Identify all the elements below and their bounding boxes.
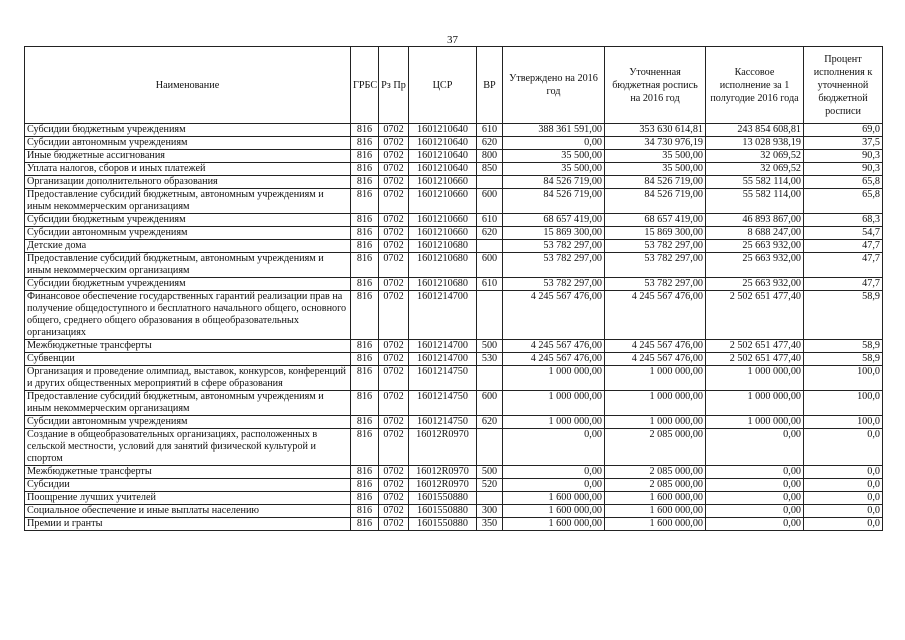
cell-refined: 1 000 000,00: [605, 391, 706, 416]
cell-csr: 1601210660: [409, 227, 477, 240]
cell-name: Поощрение лучших учителей: [25, 492, 351, 505]
cell-rzpr: 0702: [379, 340, 409, 353]
cell-vr: [477, 291, 503, 340]
cell-name: Межбюджетные трансферты: [25, 466, 351, 479]
cell-csr: 1601214700: [409, 340, 477, 353]
cell-csr: 16012R0970: [409, 429, 477, 466]
cell-csr: 1601210640: [409, 150, 477, 163]
cell-name: Субсидии бюджетным учреждениям: [25, 278, 351, 291]
cell-grbs: 816: [351, 291, 379, 340]
cell-cash: 1 000 000,00: [706, 416, 804, 429]
cell-vr: 500: [477, 466, 503, 479]
cell-grbs: 816: [351, 189, 379, 214]
cell-cash: 0,00: [706, 479, 804, 492]
table-row: [25, 240, 883, 253]
cell-vr: 600: [477, 189, 503, 214]
cell-name: Детские дома: [25, 240, 351, 253]
cell-rzpr: 0702: [379, 253, 409, 278]
cell-csr: 1601214700: [409, 353, 477, 366]
cell-cash: 0,00: [706, 429, 804, 466]
cell-refined: 1 600 000,00: [605, 505, 706, 518]
cell-vr: 520: [477, 479, 503, 492]
cell-csr: 1601214750: [409, 416, 477, 429]
table-row: [25, 518, 883, 531]
cell-refined: 1 000 000,00: [605, 366, 706, 391]
table-row: [25, 163, 883, 176]
cell-csr: 1601550880: [409, 492, 477, 505]
cell-approved: 4 245 567 476,00: [503, 291, 605, 340]
cell-rzpr: 0702: [379, 505, 409, 518]
cell-rzpr: 0702: [379, 278, 409, 291]
table-body: [25, 124, 883, 531]
cell-approved: 1 000 000,00: [503, 416, 605, 429]
cell-refined: 4 245 567 476,00: [605, 353, 706, 366]
header-rzpr: Рз Пр: [379, 47, 409, 124]
cell-percent: 68,3: [804, 214, 883, 227]
table-row: [25, 505, 883, 518]
table-row: [25, 429, 883, 466]
cell-grbs: 816: [351, 518, 379, 531]
cell-name: Финансовое обеспечение государственных гарантий реализации прав на получение общедоступного и бесплатного начального общего, основного общего, среднего общего образования в общеобразовательных организациях: [25, 291, 351, 340]
cell-approved: 388 361 591,00: [503, 124, 605, 137]
cell-rzpr: 0702: [379, 366, 409, 391]
cell-vr: [477, 240, 503, 253]
cell-grbs: 816: [351, 227, 379, 240]
cell-csr: 1601210660: [409, 189, 477, 214]
table-row: [25, 253, 883, 278]
cell-rzpr: 0702: [379, 189, 409, 214]
cell-csr: 1601214750: [409, 391, 477, 416]
cell-vr: [477, 176, 503, 189]
cell-grbs: 816: [351, 176, 379, 189]
cell-approved: 35 500,00: [503, 150, 605, 163]
cell-rzpr: 0702: [379, 429, 409, 466]
cell-rzpr: 0702: [379, 227, 409, 240]
cell-refined: 2 085 000,00: [605, 466, 706, 479]
cell-percent: 58,9: [804, 340, 883, 353]
cell-csr: 1601210680: [409, 240, 477, 253]
cell-vr: [477, 429, 503, 466]
cell-refined: 1 600 000,00: [605, 518, 706, 531]
table-header-row: [25, 47, 883, 124]
cell-vr: 800: [477, 150, 503, 163]
cell-percent: 0,0: [804, 466, 883, 479]
table-row: [25, 340, 883, 353]
table-row: [25, 416, 883, 429]
table-row: [25, 124, 883, 137]
cell-refined: 4 245 567 476,00: [605, 340, 706, 353]
table-row: [25, 291, 883, 340]
cell-rzpr: 0702: [379, 291, 409, 340]
cell-refined: 4 245 567 476,00: [605, 291, 706, 340]
cell-grbs: 816: [351, 479, 379, 492]
cell-percent: 0,0: [804, 429, 883, 466]
cell-percent: 47,7: [804, 253, 883, 278]
header-approved: Утверждено на 2016 год: [503, 47, 605, 124]
cell-approved: 53 782 297,00: [503, 240, 605, 253]
cell-refined: 35 500,00: [605, 163, 706, 176]
cell-cash: 2 502 651 477,40: [706, 291, 804, 340]
cell-percent: 100,0: [804, 416, 883, 429]
cell-grbs: 816: [351, 214, 379, 227]
cell-cash: 0,00: [706, 518, 804, 531]
table-row: [25, 278, 883, 291]
cell-percent: 90,3: [804, 163, 883, 176]
cell-csr: 1601210640: [409, 137, 477, 150]
cell-vr: [477, 366, 503, 391]
cell-rzpr: 0702: [379, 416, 409, 429]
cell-name: Уплата налогов, сборов и иных платежей: [25, 163, 351, 176]
cell-percent: 0,0: [804, 505, 883, 518]
cell-approved: 1 600 000,00: [503, 518, 605, 531]
cell-name: Предоставление субсидий бюджетным, автономным учреждениям и иным некоммерческим организациям: [25, 189, 351, 214]
cell-approved: 84 526 719,00: [503, 189, 605, 214]
cell-vr: 610: [477, 214, 503, 227]
table-row: [25, 366, 883, 391]
cell-approved: 35 500,00: [503, 163, 605, 176]
cell-percent: 65,8: [804, 189, 883, 214]
cell-cash: 46 893 867,00: [706, 214, 804, 227]
cell-csr: 1601210680: [409, 278, 477, 291]
cell-grbs: 816: [351, 163, 379, 176]
cell-grbs: 816: [351, 466, 379, 479]
cell-approved: 0,00: [503, 429, 605, 466]
cell-csr: 1601210660: [409, 214, 477, 227]
cell-name: Субсидии: [25, 479, 351, 492]
cell-approved: 1 600 000,00: [503, 505, 605, 518]
table-row: [25, 189, 883, 214]
cell-cash: 1 000 000,00: [706, 391, 804, 416]
cell-rzpr: 0702: [379, 479, 409, 492]
cell-grbs: 816: [351, 137, 379, 150]
cell-csr: 1601214750: [409, 366, 477, 391]
cell-percent: 90,3: [804, 150, 883, 163]
header-vr: ВР: [477, 47, 503, 124]
header-name: Наименование: [25, 47, 351, 124]
cell-approved: 0,00: [503, 137, 605, 150]
cell-cash: 2 502 651 477,40: [706, 353, 804, 366]
cell-rzpr: 0702: [379, 124, 409, 137]
table-row: [25, 214, 883, 227]
cell-name: Субсидии автономным учреждениям: [25, 227, 351, 240]
cell-cash: 243 854 608,81: [706, 124, 804, 137]
cell-rzpr: 0702: [379, 240, 409, 253]
cell-grbs: 816: [351, 150, 379, 163]
cell-name: Организация и проведение олимпиад, выставок, конкурсов, конференций и других общественных мероприятий в сфере образования: [25, 366, 351, 391]
cell-rzpr: 0702: [379, 137, 409, 150]
cell-approved: 15 869 300,00: [503, 227, 605, 240]
cell-percent: 100,0: [804, 366, 883, 391]
cell-vr: 300: [477, 505, 503, 518]
cell-name: Иные бюджетные ассигнования: [25, 150, 351, 163]
cell-csr: 1601550880: [409, 505, 477, 518]
cell-cash: 13 028 938,19: [706, 137, 804, 150]
table-row: [25, 492, 883, 505]
cell-vr: 850: [477, 163, 503, 176]
cell-cash: 0,00: [706, 466, 804, 479]
cell-name: Премии и гранты: [25, 518, 351, 531]
cell-grbs: 816: [351, 124, 379, 137]
cell-refined: 53 782 297,00: [605, 278, 706, 291]
cell-approved: 1 000 000,00: [503, 366, 605, 391]
cell-vr: 600: [477, 391, 503, 416]
cell-grbs: 816: [351, 391, 379, 416]
cell-refined: 53 782 297,00: [605, 240, 706, 253]
cell-cash: 8 688 247,00: [706, 227, 804, 240]
cell-rzpr: 0702: [379, 150, 409, 163]
cell-csr: 1601210640: [409, 124, 477, 137]
cell-grbs: 816: [351, 416, 379, 429]
table-row: [25, 150, 883, 163]
cell-csr: 1601210680: [409, 253, 477, 278]
cell-name: Организации дополнительного образования: [25, 176, 351, 189]
cell-vr: 620: [477, 227, 503, 240]
header-grbs: ГРБС: [351, 47, 379, 124]
table-row: [25, 353, 883, 366]
cell-approved: 1 600 000,00: [503, 492, 605, 505]
table-row: [25, 466, 883, 479]
cell-percent: 0,0: [804, 479, 883, 492]
cell-percent: 47,7: [804, 278, 883, 291]
cell-refined: 84 526 719,00: [605, 176, 706, 189]
cell-vr: 600: [477, 253, 503, 278]
cell-refined: 15 869 300,00: [605, 227, 706, 240]
cell-grbs: 816: [351, 505, 379, 518]
cell-name: Социальное обеспечение и иные выплаты населению: [25, 505, 351, 518]
cell-grbs: 816: [351, 353, 379, 366]
cell-csr: 1601214700: [409, 291, 477, 340]
cell-vr: 610: [477, 278, 503, 291]
cell-rzpr: 0702: [379, 176, 409, 189]
cell-refined: 84 526 719,00: [605, 189, 706, 214]
cell-grbs: 816: [351, 240, 379, 253]
cell-csr: 1601210640: [409, 163, 477, 176]
cell-refined: 2 085 000,00: [605, 429, 706, 466]
table-row: [25, 479, 883, 492]
cell-vr: 530: [477, 353, 503, 366]
cell-refined: 68 657 419,00: [605, 214, 706, 227]
cell-cash: 55 582 114,00: [706, 176, 804, 189]
table-row: [25, 227, 883, 240]
cell-percent: 47,7: [804, 240, 883, 253]
cell-approved: 0,00: [503, 479, 605, 492]
page-number: 37: [447, 34, 458, 46]
cell-percent: 65,8: [804, 176, 883, 189]
cell-refined: 1 000 000,00: [605, 416, 706, 429]
cell-approved: 84 526 719,00: [503, 176, 605, 189]
cell-rzpr: 0702: [379, 163, 409, 176]
cell-approved: 68 657 419,00: [503, 214, 605, 227]
cell-cash: 32 069,52: [706, 150, 804, 163]
cell-cash: 32 069,52: [706, 163, 804, 176]
cell-grbs: 816: [351, 492, 379, 505]
cell-percent: 69,0: [804, 124, 883, 137]
cell-grbs: 816: [351, 340, 379, 353]
header-csr: ЦСР: [409, 47, 477, 124]
cell-name: Субвенции: [25, 353, 351, 366]
cell-grbs: 816: [351, 429, 379, 466]
header-cash: Кассовое исполнение за 1 полугодие 2016 года: [706, 47, 804, 124]
cell-rzpr: 0702: [379, 214, 409, 227]
cell-rzpr: 0702: [379, 518, 409, 531]
cell-rzpr: 0702: [379, 353, 409, 366]
cell-vr: 610: [477, 124, 503, 137]
cell-csr: 16012R0970: [409, 466, 477, 479]
cell-grbs: 816: [351, 253, 379, 278]
cell-name: Субсидии автономным учреждениям: [25, 416, 351, 429]
cell-percent: 58,9: [804, 353, 883, 366]
cell-vr: 620: [477, 416, 503, 429]
cell-approved: 53 782 297,00: [503, 253, 605, 278]
cell-cash: 25 663 932,00: [706, 240, 804, 253]
cell-refined: 34 730 976,19: [605, 137, 706, 150]
cell-percent: 100,0: [804, 391, 883, 416]
cell-name: Субсидии бюджетным учреждениям: [25, 214, 351, 227]
cell-grbs: 816: [351, 366, 379, 391]
cell-refined: 53 782 297,00: [605, 253, 706, 278]
cell-cash: 0,00: [706, 492, 804, 505]
cell-refined: 353 630 614,81: [605, 124, 706, 137]
cell-approved: 4 245 567 476,00: [503, 340, 605, 353]
cell-name: Предоставление субсидий бюджетным, автономным учреждениям и иным некоммерческим организациям: [25, 391, 351, 416]
cell-vr: [477, 492, 503, 505]
budget-table: [24, 46, 883, 531]
header-percent: Процент исполнения к уточненной бюджетной росписи: [804, 47, 883, 124]
cell-csr: 16012R0970: [409, 479, 477, 492]
cell-percent: 54,7: [804, 227, 883, 240]
cell-csr: 1601210660: [409, 176, 477, 189]
cell-csr: 1601550880: [409, 518, 477, 531]
cell-name: Предоставление субсидий бюджетным, автономным учреждениям и иным некоммерческим организациям: [25, 253, 351, 278]
cell-refined: 1 600 000,00: [605, 492, 706, 505]
cell-vr: 350: [477, 518, 503, 531]
cell-approved: 4 245 567 476,00: [503, 353, 605, 366]
cell-refined: 2 085 000,00: [605, 479, 706, 492]
cell-percent: 37,5: [804, 137, 883, 150]
cell-grbs: 816: [351, 278, 379, 291]
cell-cash: 0,00: [706, 505, 804, 518]
cell-cash: 55 582 114,00: [706, 189, 804, 214]
table-row: [25, 391, 883, 416]
cell-cash: 25 663 932,00: [706, 253, 804, 278]
cell-percent: 0,0: [804, 518, 883, 531]
cell-cash: 25 663 932,00: [706, 278, 804, 291]
cell-cash: 1 000 000,00: [706, 366, 804, 391]
cell-approved: 53 782 297,00: [503, 278, 605, 291]
cell-refined: 35 500,00: [605, 150, 706, 163]
cell-vr: 620: [477, 137, 503, 150]
cell-rzpr: 0702: [379, 492, 409, 505]
cell-percent: 0,0: [804, 492, 883, 505]
cell-name: Субсидии автономным учреждениям: [25, 137, 351, 150]
cell-name: Межбюджетные трансферты: [25, 340, 351, 353]
header-refined: Уточненная бюджетная роспись на 2016 год: [605, 47, 706, 124]
cell-approved: 1 000 000,00: [503, 391, 605, 416]
cell-percent: 58,9: [804, 291, 883, 340]
cell-name: Субсидии бюджетным учреждениям: [25, 124, 351, 137]
cell-rzpr: 0702: [379, 391, 409, 416]
cell-name: Создание в общеобразовательных организациях, расположенных в сельской местности, условий для занятий физической культурой и спортом: [25, 429, 351, 466]
table-row: [25, 176, 883, 189]
cell-cash: 2 502 651 477,40: [706, 340, 804, 353]
cell-rzpr: 0702: [379, 466, 409, 479]
cell-vr: 500: [477, 340, 503, 353]
cell-approved: 0,00: [503, 466, 605, 479]
table-row: [25, 137, 883, 150]
